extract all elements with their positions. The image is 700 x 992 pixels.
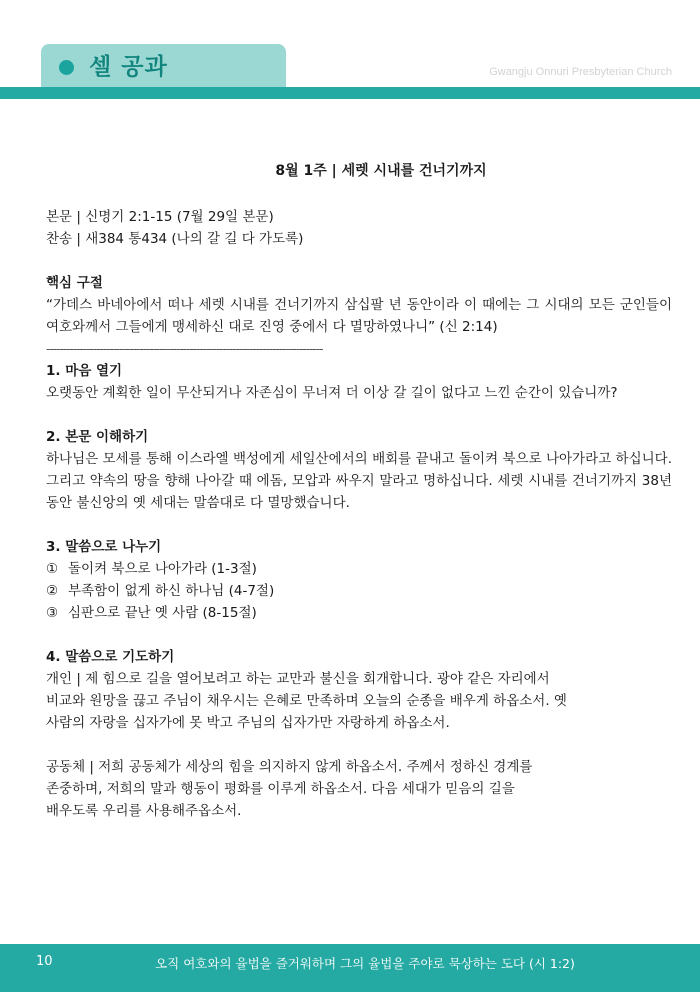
church-name: Gwangju Onnuri Presbyterian Church (489, 66, 672, 78)
section2-text: 하나님은 모세를 통해 이스라엘 백성에게 세일산에서의 배회를 끝내고 돌이켜 북으로 나아가라고 하십니다. 그리고 약속의 땅을 향해 나아갈 때 에돔, 모압과 싸우지 말라고 명하십니다. 세렛 시내를 건너기까지 38년 동안 불신앙의 옛 세대는 말씀대로 다 멸망했습니다. (46, 451, 672, 511)
footer-verse: 오직 여호와의 율법을 즐거워하며 그의 율법을 주야로 묵상하는 도다 (시 1:2) (155, 956, 575, 971)
community-prayer-line: 배우도록 우리를 사용해주옵소서. (46, 803, 242, 819)
key-verse-text: “가데스 바네아에서 떠나 세렛 시내를 건너기까지 삼십팔 년 동안이라 이 때에는 그 시대의 모든 군인들이 여호와께서 그들에게 맹세하신 대로 진영 중에서 다 멸망하였나니” (신 2:14) (46, 297, 672, 335)
bullet-dot-icon (59, 60, 74, 75)
lesson-content (46, 160, 672, 822)
section3-heading: 3. 말씀으로 나누기 (46, 539, 162, 555)
point-number: ② (46, 583, 59, 599)
community-prayer-line: 공동체 | 저희 공동체가 세상의 힘을 의지하지 않게 하옵소서. 주께서 정하신 경계를 (46, 759, 533, 775)
personal-prayer-line: 개인 | 제 힘으로 길을 열어보려고 하는 교만과 불신을 회개합니다. 광야 같은 자리에서 (46, 671, 550, 687)
divider-line: ----------------------------------------------------------------------------------- (46, 342, 323, 356)
point-text: 심판으로 끝난 옛 사람 (8-15절) (68, 605, 257, 621)
key-verse-heading: 핵심 구절 (46, 275, 103, 291)
hymn-line: 찬송 | 새384 통434 (나의 갈 길 다 가도록) (46, 231, 304, 247)
section-tab-title: 셀 공과 (89, 54, 168, 80)
point-text: 돌이켜 북으로 나아가라 (1-3절) (68, 561, 257, 577)
lesson-title: 8월 1주 | 세렛 시내를 건너기까지 (275, 163, 487, 179)
point-text: 부족함이 없게 하신 하나님 (4-7절) (68, 583, 275, 599)
list-item (46, 558, 672, 580)
community-prayer-line: 존중하며, 저희의 말과 행동이 평화를 이루게 하옵소서. 다음 세대가 믿음의 길을 (46, 781, 515, 797)
point-number: ① (46, 561, 59, 577)
section1-heading: 1. 마음 열기 (46, 363, 123, 379)
footer-bar (0, 944, 700, 992)
page-number: 10 (36, 954, 53, 969)
section2-heading: 2. 본문 이해하기 (46, 429, 149, 445)
section-tab (41, 44, 286, 90)
section4-heading: 4. 말씀으로 기도하기 (46, 649, 175, 665)
personal-prayer-line: 사람의 자랑을 십자가에 못 박고 주님의 십자가만 자랑하게 하옵소서. (46, 715, 450, 731)
point-number: ③ (46, 605, 59, 621)
scripture-line: 본문 | 신명기 2:1-15 (7월 29일 본문) (46, 209, 274, 225)
list-item (46, 580, 672, 602)
list-item (46, 602, 672, 624)
personal-prayer-line: 비교와 원망을 끊고 주님이 채우시는 은혜로 만족하며 오늘의 순종을 배우게 하옵소서. 옛 (46, 693, 567, 709)
header-bar (0, 87, 700, 99)
section1-text: 오랫동안 계획한 일이 무산되거나 자존심이 무너져 더 이상 갈 길이 없다고 느낀 순간이 있습니까? (46, 385, 618, 401)
